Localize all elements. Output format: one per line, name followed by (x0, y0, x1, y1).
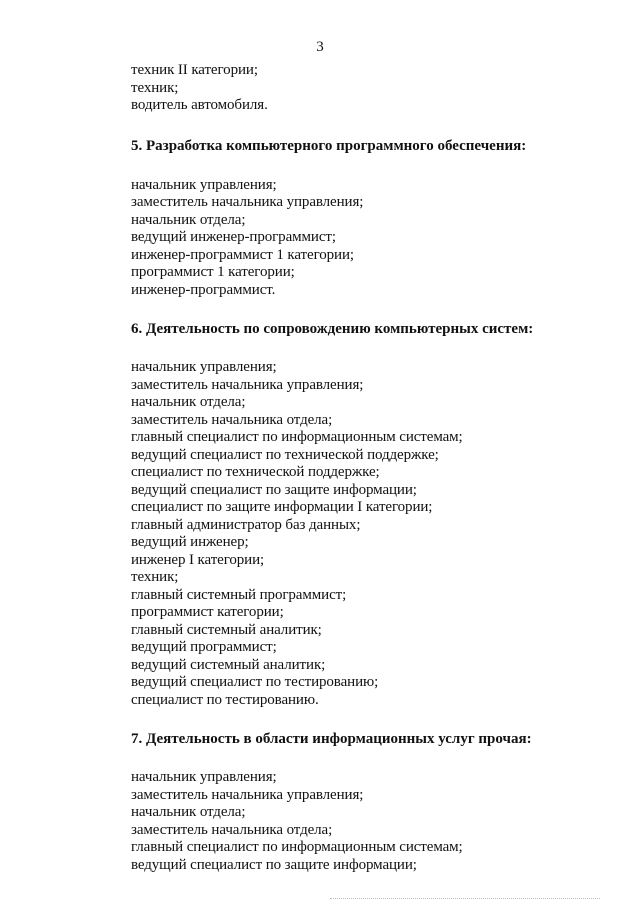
list-item: специалист по технической поддержке; (131, 464, 380, 480)
intro-list (131, 62, 601, 115)
list-item: заместитель начальника управления; (131, 376, 364, 393)
list-item: главный системный аналитик; (131, 621, 322, 638)
list-item: главный системный программист; (131, 586, 347, 603)
list-item: начальник отдела; (131, 804, 246, 820)
list-item: главный специалист по информационным системам; (131, 839, 463, 855)
list-item: ведущий системный аналитик; (131, 656, 326, 673)
list-item: ведущий специалист по тестированию; (131, 674, 379, 690)
list-item: начальник отдела; (131, 394, 246, 410)
list-item: инженер-программист. (131, 281, 276, 298)
list-item: ведущий инженер; (131, 534, 249, 550)
list-item: заместитель начальника управления; (131, 786, 364, 803)
list-item: начальник управления; (131, 176, 277, 193)
list-item: инженер-программист 1 категории; (131, 246, 354, 263)
list-item: начальник управления; (131, 769, 277, 785)
scan-edge-divider (330, 898, 600, 900)
section-7-list (131, 769, 601, 874)
list-item: техник; (131, 79, 179, 96)
list-item: программист категории; (131, 604, 284, 620)
list-item: ведущий специалист по защите информации; (131, 481, 417, 498)
section-6-title: 6. Деятельность по сопровождению компьютерных систем: (131, 321, 534, 337)
list-item: ведущий программист; (131, 639, 277, 655)
list-item: заместитель начальника управления; (131, 194, 364, 210)
list-item: начальник отдела; (131, 211, 246, 228)
section-7-title: 7. Деятельность в области информационных услуг прочая: (131, 731, 532, 747)
list-item: главный специалист по информационным системам; (131, 429, 463, 445)
section-5-list (131, 177, 601, 300)
list-item: ведущий инженер-программист; (131, 229, 336, 245)
list-item: инженер I категории; (131, 551, 265, 568)
list-item: специалист по защите информации I категории; (131, 499, 433, 515)
list-item: водитель автомобиля. (131, 97, 268, 113)
list-item: техник II категории; (131, 62, 258, 78)
list-item: специалист по тестированию. (131, 691, 319, 708)
list-item: заместитель начальника отдела; (131, 821, 333, 838)
list-item: заместитель начальника отдела; (131, 411, 333, 428)
section-6-list (131, 359, 601, 709)
page-number: 3 (316, 39, 324, 55)
list-item: ведущий специалист по технической поддержке; (131, 446, 439, 463)
section-5-title: 5. Разработка компьютерного программного обеспечения: (131, 137, 527, 154)
list-item: главный администратор баз данных; (131, 516, 361, 533)
list-item: начальник управления; (131, 359, 277, 375)
list-item: программист 1 категории; (131, 264, 295, 280)
list-item: техник; (131, 569, 179, 585)
list-item: ведущий специалист по защите информации; (131, 856, 417, 873)
document-body (131, 62, 601, 874)
